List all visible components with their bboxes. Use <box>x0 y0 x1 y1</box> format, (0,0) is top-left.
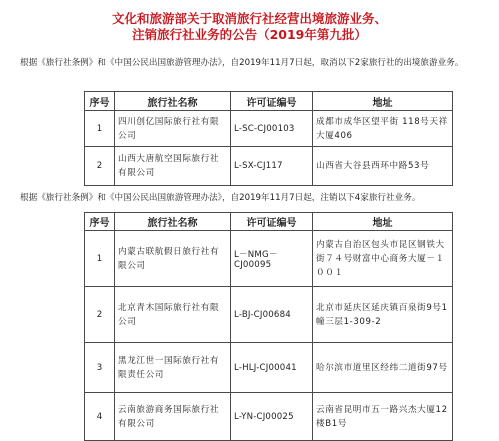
table-header-row <box>85 213 453 231</box>
announcement-title-line2: 注销旅行社业务的公告（2019年第九批） <box>132 27 367 42</box>
row-no: 4 <box>85 393 115 441</box>
table-row <box>85 393 453 441</box>
header-license-no: 许可证编号 <box>231 92 313 111</box>
row-address: 北京市延庆区延庆镇百泉街9号1幢三层1-309-2 <box>313 287 453 343</box>
row-agency-name: 四川创亿国际旅行社有限公司 <box>115 111 231 147</box>
header-no: 序号 <box>85 92 115 111</box>
deregister-agency-table <box>84 212 453 441</box>
section1-intro: 根据《旅行社条例》和《中国公民出国旅游管理办法》，自2019年11月7日起，取消以下2家旅行社的出境旅游业务。 <box>20 58 464 68</box>
section2-intro: 根据《旅行社条例》和《中国公民出国旅游管理办法》，自2019年11月7日起，注销以下4家旅行社业务。 <box>20 193 421 203</box>
row-agency-name: 黑龙江世一国际旅行社有限责任公司 <box>115 343 231 393</box>
row-address: 云南省昆明市五一路兴杰大厦12楼B1号 <box>313 393 453 441</box>
table-row <box>85 343 453 393</box>
row-no: 2 <box>85 287 115 343</box>
row-agency-name: 山西大唐航空国际旅行社有限公司 <box>115 147 231 186</box>
row-agency-name: 内蒙古联航假日旅行社有限公司 <box>115 231 231 287</box>
row-license-no: L-SX-CJ117 <box>231 147 313 186</box>
row-license-no: L-HLJ-CJ00041 <box>231 343 313 393</box>
row-address: 哈尔滨市道里区经纬二道街97号 <box>313 343 453 393</box>
header-address: 地址 <box>313 213 453 231</box>
row-address: 内蒙古自治区包头市昆区钢铁大街７４号财富中心商务大厦－１００１ <box>313 231 453 287</box>
row-license-no: L－NMG－CJ00095 <box>231 231 313 287</box>
cancel-outbound-table <box>84 91 453 186</box>
header-agency-name: 旅行社名称 <box>115 213 231 231</box>
row-license-no: L-YN-CJ00025 <box>231 393 313 441</box>
header-address: 地址 <box>313 92 453 111</box>
row-license-no: L-SC-CJ00103 <box>231 111 313 147</box>
header-no: 序号 <box>85 213 115 231</box>
table-row <box>85 147 453 186</box>
table-row <box>85 287 453 343</box>
header-license-no: 许可证编号 <box>231 213 313 231</box>
row-agency-name: 云南旅游商务国际旅行社有限公司 <box>115 393 231 441</box>
row-no: 3 <box>85 343 115 393</box>
row-address: 山西省大谷县西环中路53号 <box>313 147 453 186</box>
row-agency-name: 北京青木国际旅行社有限公司 <box>115 287 231 343</box>
table-row <box>85 231 453 287</box>
row-no: 2 <box>85 147 115 186</box>
table-row <box>85 111 453 147</box>
row-no: 1 <box>85 111 115 147</box>
row-no: 1 <box>85 231 115 287</box>
table-header-row <box>85 92 453 111</box>
row-address: 成都市成华区望平街 118号天祥大厦406 <box>313 111 453 147</box>
row-license-no: L-BJ-CJ00684 <box>231 287 313 343</box>
header-agency-name: 旅行社名称 <box>115 92 231 111</box>
announcement-title-line1: 文化和旅游部关于取消旅行社经营出境旅游业务、 <box>111 11 387 26</box>
